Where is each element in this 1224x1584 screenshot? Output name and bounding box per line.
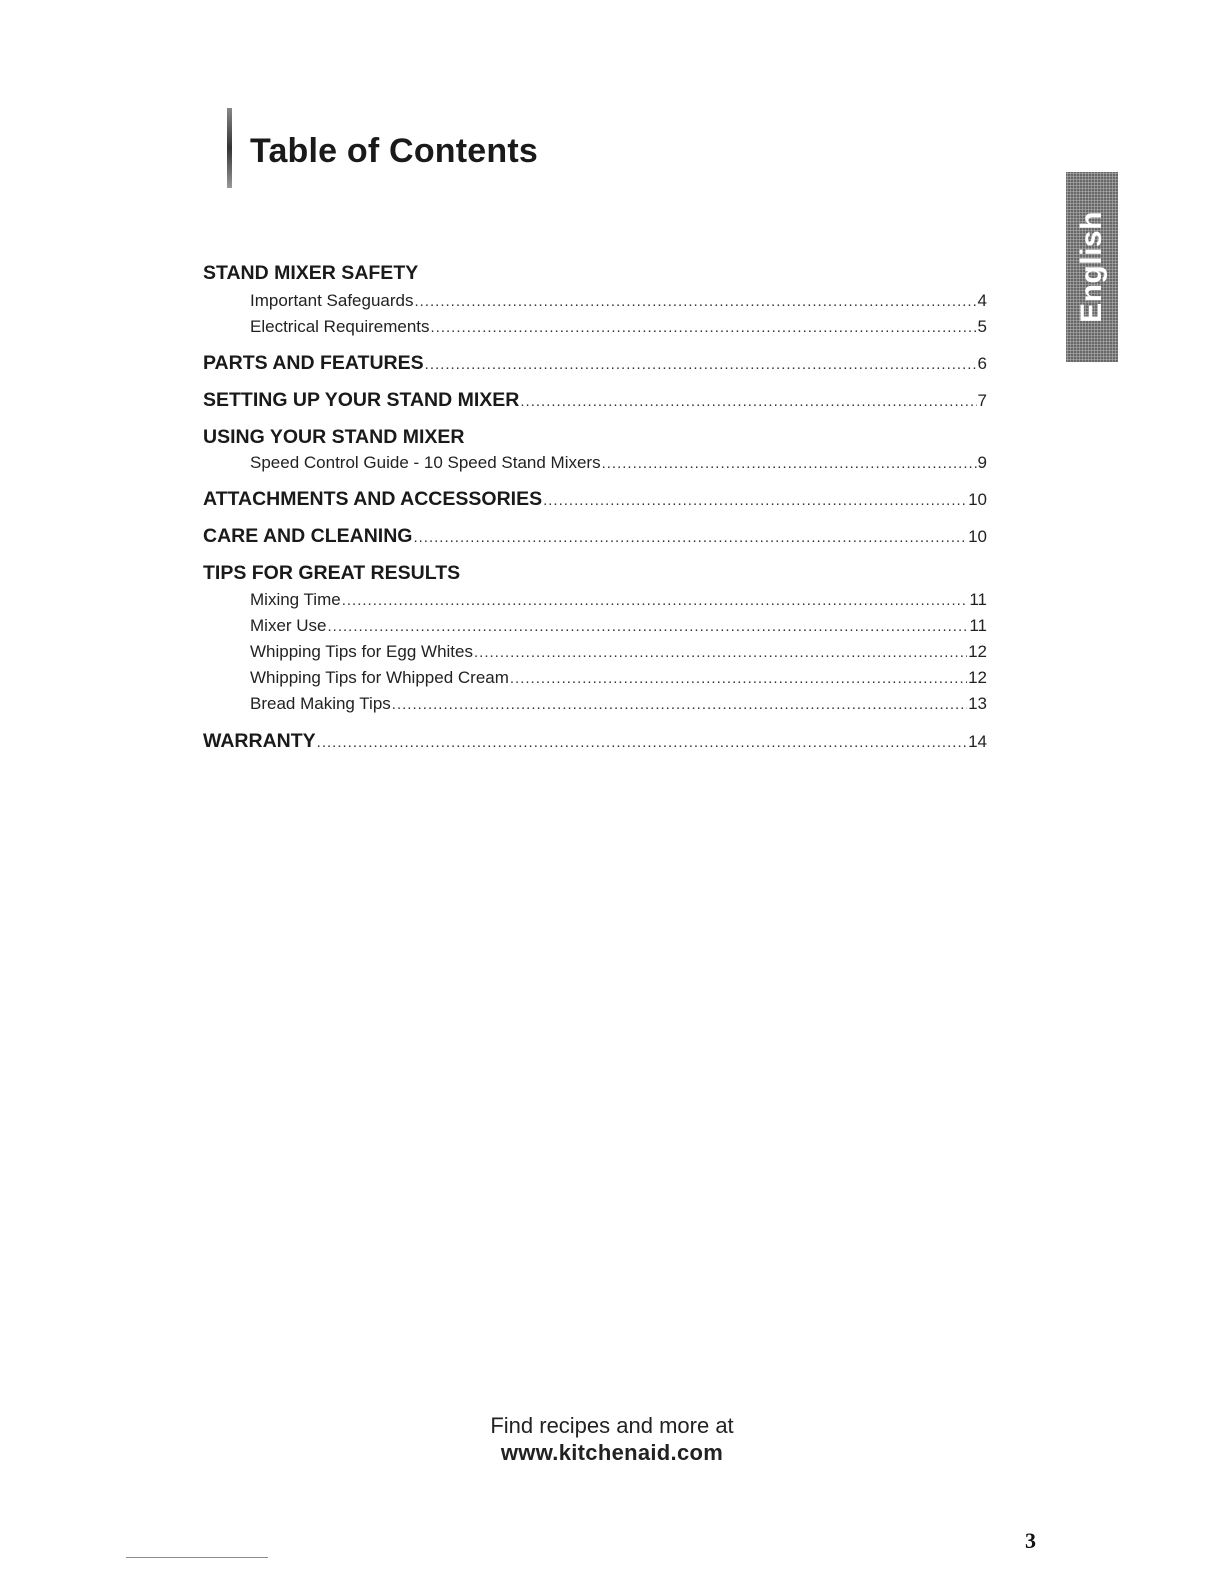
footer-tagline: Find recipes and more at [490, 1413, 734, 1438]
dot-leader [474, 644, 967, 661]
toc-entry-electrical-requirements[interactable] [250, 317, 987, 337]
toc-entry-label: Whipping Tips for Whipped Cream [250, 668, 509, 687]
toc-page-number: 14 [968, 732, 987, 751]
toc-entry-label: Whipping Tips for Egg Whites [250, 642, 473, 661]
dot-leader [510, 670, 967, 687]
toc-heading-parts-and-features[interactable] [203, 352, 987, 375]
toc-page-number: 6 [977, 354, 987, 373]
toc-entry-label: Mixing Time [250, 590, 341, 609]
toc-heading-label: SETTING UP YOUR STAND MIXER [203, 389, 520, 411]
toc-heading-care-and-cleaning[interactable] [203, 525, 987, 548]
dot-leader [342, 592, 969, 609]
dot-leader [317, 734, 967, 751]
toc-entry-label: Important Safeguards [250, 291, 414, 310]
toc-entry-label: Mixer Use [250, 616, 327, 635]
toc-entry-label: Electrical Requirements [250, 317, 430, 336]
toc-page-number: 9 [977, 453, 987, 472]
toc-page-number: 10 [968, 527, 987, 546]
toc-entry-important-safeguards[interactable] [250, 291, 987, 311]
dot-leader [392, 696, 967, 713]
dot-leader [425, 356, 977, 373]
dot-leader [414, 293, 976, 310]
toc-entry-mixer-use[interactable] [250, 616, 987, 636]
toc-page-number: 4 [977, 291, 987, 310]
toc-page-number: 12 [968, 668, 987, 687]
toc-heading-label: TIPS FOR GREAT RESULTS [203, 562, 461, 584]
bottom-rule [126, 1557, 268, 1558]
toc-page-number: 7 [977, 391, 987, 410]
language-tab-label: English [1075, 211, 1108, 323]
toc-page-number: 5 [977, 317, 987, 336]
dot-leader [543, 492, 967, 509]
page-title: Table of Contents [250, 132, 538, 170]
toc-heading-warranty[interactable] [203, 730, 987, 753]
toc-heading-stand-mixer-safety[interactable] [203, 262, 418, 285]
toc-heading-using-your-mixer[interactable] [203, 426, 464, 449]
toc-heading-label: ATTACHMENTS AND ACCESSORIES [203, 488, 543, 510]
toc-page-number: 10 [968, 490, 987, 509]
toc-heading-label: STAND MIXER SAFETY [203, 262, 419, 284]
toc-page-number: 13 [968, 694, 987, 713]
toc-heading-label: WARRANTY [203, 730, 316, 752]
toc-heading-setting-up[interactable] [203, 389, 987, 412]
dot-leader [413, 529, 967, 546]
toc-page-number: 12 [968, 642, 987, 661]
toc-entry-speed-control-guide[interactable] [250, 453, 987, 473]
toc-heading-attachments[interactable] [203, 488, 987, 511]
dot-leader [520, 393, 976, 410]
page-number: 3 [1025, 1528, 1036, 1553]
toc-heading-label: PARTS AND FEATURES [203, 352, 424, 374]
toc-entry-whipped-cream[interactable] [250, 668, 987, 688]
toc-heading-label: USING YOUR STAND MIXER [203, 426, 465, 448]
toc-heading-tips[interactable] [203, 562, 460, 585]
dot-leader [602, 455, 977, 472]
dot-leader [431, 319, 977, 336]
toc-entry-mixing-time[interactable] [250, 590, 987, 610]
toc-entry-label: Bread Making Tips [250, 694, 391, 713]
toc-page-number: 11 [969, 590, 987, 609]
toc-entry-bread-making[interactable] [250, 694, 987, 714]
toc-entry-egg-whites[interactable] [250, 642, 987, 662]
dot-leader [328, 618, 969, 635]
toc-entry-label: Speed Control Guide - 10 Speed Stand Mixers [250, 453, 601, 472]
toc-page-number: 11 [969, 616, 987, 635]
toc-heading-label: CARE AND CLEANING [203, 525, 413, 547]
footer-website-link[interactable]: www.kitchenaid.com [500, 1440, 724, 1465]
